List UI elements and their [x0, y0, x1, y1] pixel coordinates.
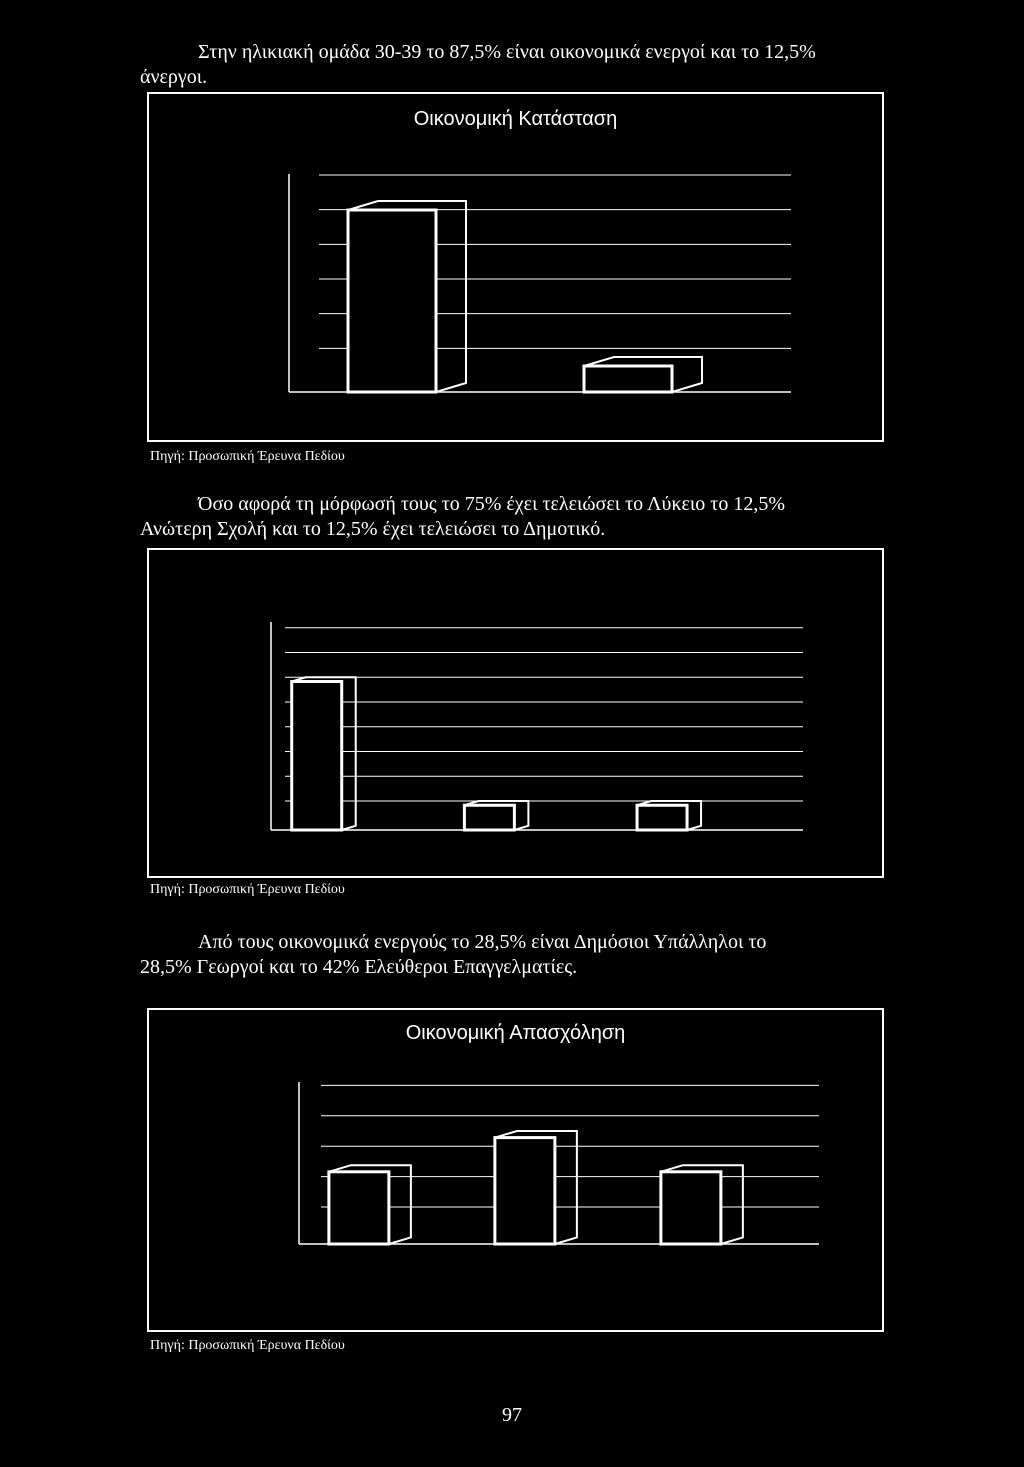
bar-0: [348, 210, 436, 392]
bar-2: [637, 805, 687, 830]
paragraph-line: Στην ηλικιακή ομάδα 30-39 το 87,5% είναι οικονομικά ενεργοί και το 12,5%: [198, 41, 816, 63]
chart-plot: [149, 550, 882, 876]
chart-education: [147, 548, 884, 878]
bar-1: [495, 1138, 555, 1244]
paragraph-line: 28,5% Γεωργοί και το 42% Ελεύθεροι Επαγγελματίες.: [140, 956, 578, 978]
source-note: Πηγή: Προσωπική Έρευνα Πεδίου: [150, 882, 345, 897]
chart-occupation: [147, 1008, 884, 1332]
chart-economic-status: [147, 92, 884, 442]
bar-0: [329, 1172, 389, 1244]
chart-title: Οικονομική Απασχόληση: [405, 1022, 626, 1044]
paragraph-line: Όσο αφορά τη μόρφωσή τους το 75% έχει τελειώσει το Λύκειο το 12,5%: [198, 493, 785, 515]
paragraph-line: άνεργοι.: [140, 66, 208, 88]
paragraph-line: Ανώτερη Σχολή και το 12,5% έχει τελειώσει το Δημοτικό.: [140, 518, 606, 540]
chart-title: Οικονομική Κατάσταση: [413, 108, 618, 130]
bar-1: [464, 805, 514, 830]
bar-0: [292, 682, 342, 831]
chart-plot: [149, 94, 882, 440]
paragraph-education: [140, 492, 900, 542]
chart-plot: [149, 1010, 882, 1330]
paragraph-economic-status: [140, 40, 900, 90]
paragraph-occupation: [140, 930, 900, 980]
source-note: Πηγή: Προσωπική Έρευνα Πεδίου: [150, 449, 345, 464]
bar-2: [661, 1172, 721, 1244]
paragraph-line: Από τους οικονομικά ενεργούς το 28,5% είναι Δημόσιοι Υπάλληλοι το: [198, 931, 767, 953]
source-note: Πηγή: Προσωπική Έρευνα Πεδίου: [150, 1338, 345, 1353]
page-number: 97: [502, 1404, 522, 1426]
bar-1: [584, 366, 672, 392]
